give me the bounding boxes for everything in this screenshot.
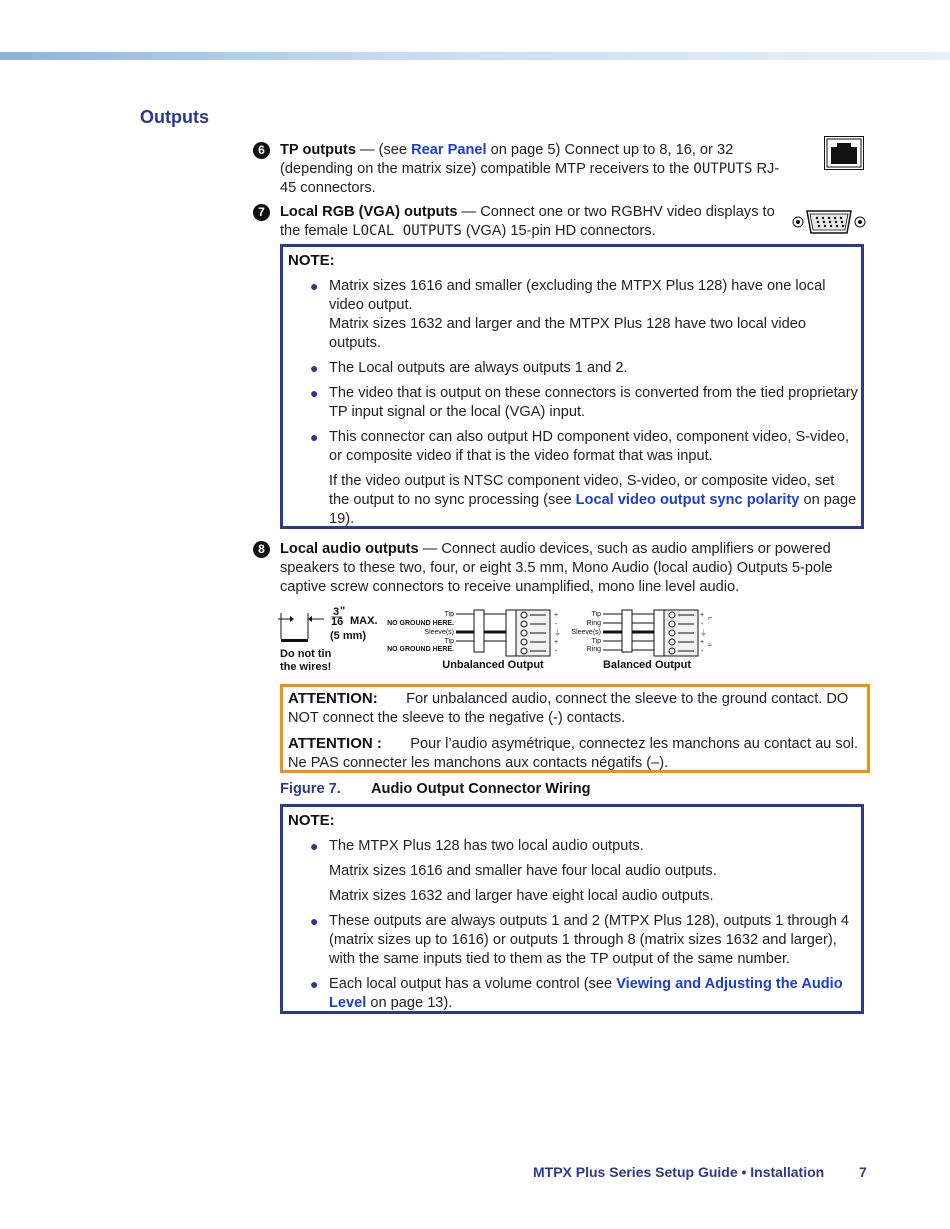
strip-fraction-num: 3 [333,606,340,618]
strip-max-label: MAX. [350,615,378,627]
note-text: These outputs are always outputs 1 and 2 (MTPX Plus 128), outputs 1 through 4 (matrix sizes up to 1616) or outputs 1 through 8 (matrix sizes 1632 and larger), with the same inputs tied to them as the TP output of the same number. [329,913,850,967]
note-text: on page 13). [366,995,453,1011]
list-item [288,359,858,378]
list-item [288,975,858,1013]
vga-port-icon [792,208,866,236]
note-heading: NOTE: [288,812,335,829]
tp-outputs-title: TP outputs [280,142,356,158]
note-text: Matrix sizes 1616 and smaller (excluding the MTPX Plus 128) have one local video output. [329,278,826,313]
item-number-8: 8 [253,541,270,558]
bullet-icon: ● [310,360,319,376]
svg-text:⌐: ⌐ [708,615,713,622]
video-note-list [288,277,858,466]
note-text: Each local output has a volume control (see [329,976,617,992]
bullet-icon: ● [310,838,319,854]
attention-fr-label: ATTENTION : [288,735,382,752]
bullet-icon: ● [310,385,319,401]
item-number-6: 6 [253,142,270,159]
unbalanced-label: Tip [444,638,454,645]
note-subparagraph [288,472,858,529]
attention-en [288,689,863,728]
svg-text:-: - [555,648,558,655]
outputs-label: OUTPUTS [693,161,753,177]
list-item [288,428,858,466]
note-text: on page 19). [329,492,857,527]
figure-number: Figure 7. [280,781,341,797]
local-rgb-text-b: (VGA) 15-pin HD connectors. [461,223,656,239]
balanced-label: Sleeve(s) [571,629,601,636]
note-heading: NOTE: [288,252,335,269]
tp-outputs-text-a: — (see [355,142,412,158]
strip-length-indicator [278,613,324,642]
rear-panel-link[interactable]: Rear Panel [411,142,487,158]
balanced-connector-drawing [603,610,698,656]
strip-mm-label: (5 mm) [330,630,367,642]
svg-text:-: - [701,621,704,628]
note-subparagraph: Matrix sizes 1632 and larger have eight local audio outputs. [329,888,714,904]
attention-box [280,684,870,773]
bullet-icon: ● [310,429,319,445]
note-text: If the video output is NTSC component video, S-video, or composite video, set the output to no sync processing (see [329,473,835,508]
figure-title: Audio Output Connector Wiring [371,781,591,797]
note-subparagraph: Matrix sizes 1616 and smaller have four local audio outputs. [329,863,717,879]
svg-text:-: - [701,648,704,655]
balanced-caption: Balanced Output [602,659,692,671]
rj45-port-icon [824,136,864,170]
note-text: The Local outputs are always outputs 1 and 2. [329,360,628,376]
audio-note-list [288,837,858,856]
balanced-label: Ring [586,646,601,653]
section-title: Outputs [140,107,209,127]
tin-warning-line2: the wires! [280,661,332,673]
svg-text:+: + [554,612,559,619]
bullet-icon: ● [310,976,319,992]
tp-outputs-text-b: on page 5) Connect up to 8, 16, or 32 (depending on the matrix size) compatible MTP receivers to the [280,142,734,177]
balanced-label: Ring [586,620,601,627]
sync-polarity-link[interactable]: Local video output sync polarity [575,492,800,508]
figure-caption [280,780,591,799]
audio-note-box [280,804,864,1014]
local-rgb-paragraph [280,203,785,241]
unbalanced-label: NO GROUND HERE. [387,646,454,653]
local-outputs-label: LOCAL OUTPUTS [352,223,462,239]
tp-outputs-paragraph [280,141,780,198]
unbalanced-caption: Unbalanced Output [442,659,544,671]
balanced-label: Tip [591,638,601,645]
local-rgb-text-a: — Connect one or two RGBHV video displays to the female [280,204,775,239]
page-number: 7 [859,1164,867,1180]
attention-fr [288,734,863,773]
svg-text:⏚: ⏚ [700,630,707,637]
svg-text:+: + [700,612,705,619]
strip-fraction-inch: " [340,605,346,617]
note-text: The video that is output on these connectors is converted from the tied proprietary TP input signal or the local (VGA) input. [329,385,858,420]
bullet-icon: ● [310,913,319,929]
unbalanced-label: Tip [444,611,454,618]
audio-note-list-cont [288,912,858,1013]
attention-en-text: For unbalanced audio, connect the sleeve to the ground contact. DO NOT connect the sleeve to the negative (-) contacts. [288,691,849,726]
list-item [288,837,858,856]
svg-text:⏚: ⏚ [554,630,561,637]
local-audio-text: — Connect audio devices, such as audio amplifiers or powered speakers to these two, four, or eight 3.5 mm, Mono Audio (local audio) Outputs 5-pole captive screw connectors to receive unamplified, mono line level audio. [280,541,833,595]
local-rgb-title: Local RGB (VGA) outputs [280,204,458,220]
strip-fraction-den: 16 [331,616,344,628]
list-item [288,277,858,353]
list-item [288,912,858,969]
header-band [0,52,950,60]
attention-fr-text: Pour l’audio asymétrique, connectez les manchons au contact au sol. Ne PAS connecter les manchons aux contacts négatifs (–). [288,736,859,771]
svg-text:-: - [555,621,558,628]
svg-text:+: + [554,639,559,646]
svg-text:≈: ≈ [708,642,712,649]
list-item [288,384,858,422]
svg-text:+: + [700,639,705,646]
video-note-box [280,244,864,529]
footer-title: MTPX Plus Series Setup Guide • Installation [533,1164,825,1180]
unbalanced-label: NO GROUND HERE. [387,620,454,627]
unbalanced-connector-drawing [456,610,550,656]
bullet-icon: ● [310,278,319,294]
tp-outputs-text-c: RJ-45 connectors. [280,161,780,196]
local-audio-paragraph [280,540,864,597]
note-text: The MTPX Plus 128 has two local audio outputs. [329,838,644,854]
local-audio-title: Local audio outputs [280,541,419,557]
balanced-label: Tip [591,611,601,618]
audio-wiring-diagram [278,605,718,677]
note-text: This connector can also output HD component video, component video, S-video, or composite video if that is the video format that was input. [329,429,849,464]
unbalanced-label: Sleeve(s) [424,629,454,636]
note-text: Matrix sizes 1632 and larger and the MTPX Plus 128 have two local video outputs. [329,316,806,351]
attention-en-label: ATTENTION: [288,690,378,707]
tin-warning-line1: Do not tin [280,648,332,660]
audio-level-link[interactable]: Viewing and Adjusting the Audio Level [329,976,843,1011]
item-number-7: 7 [253,204,270,221]
